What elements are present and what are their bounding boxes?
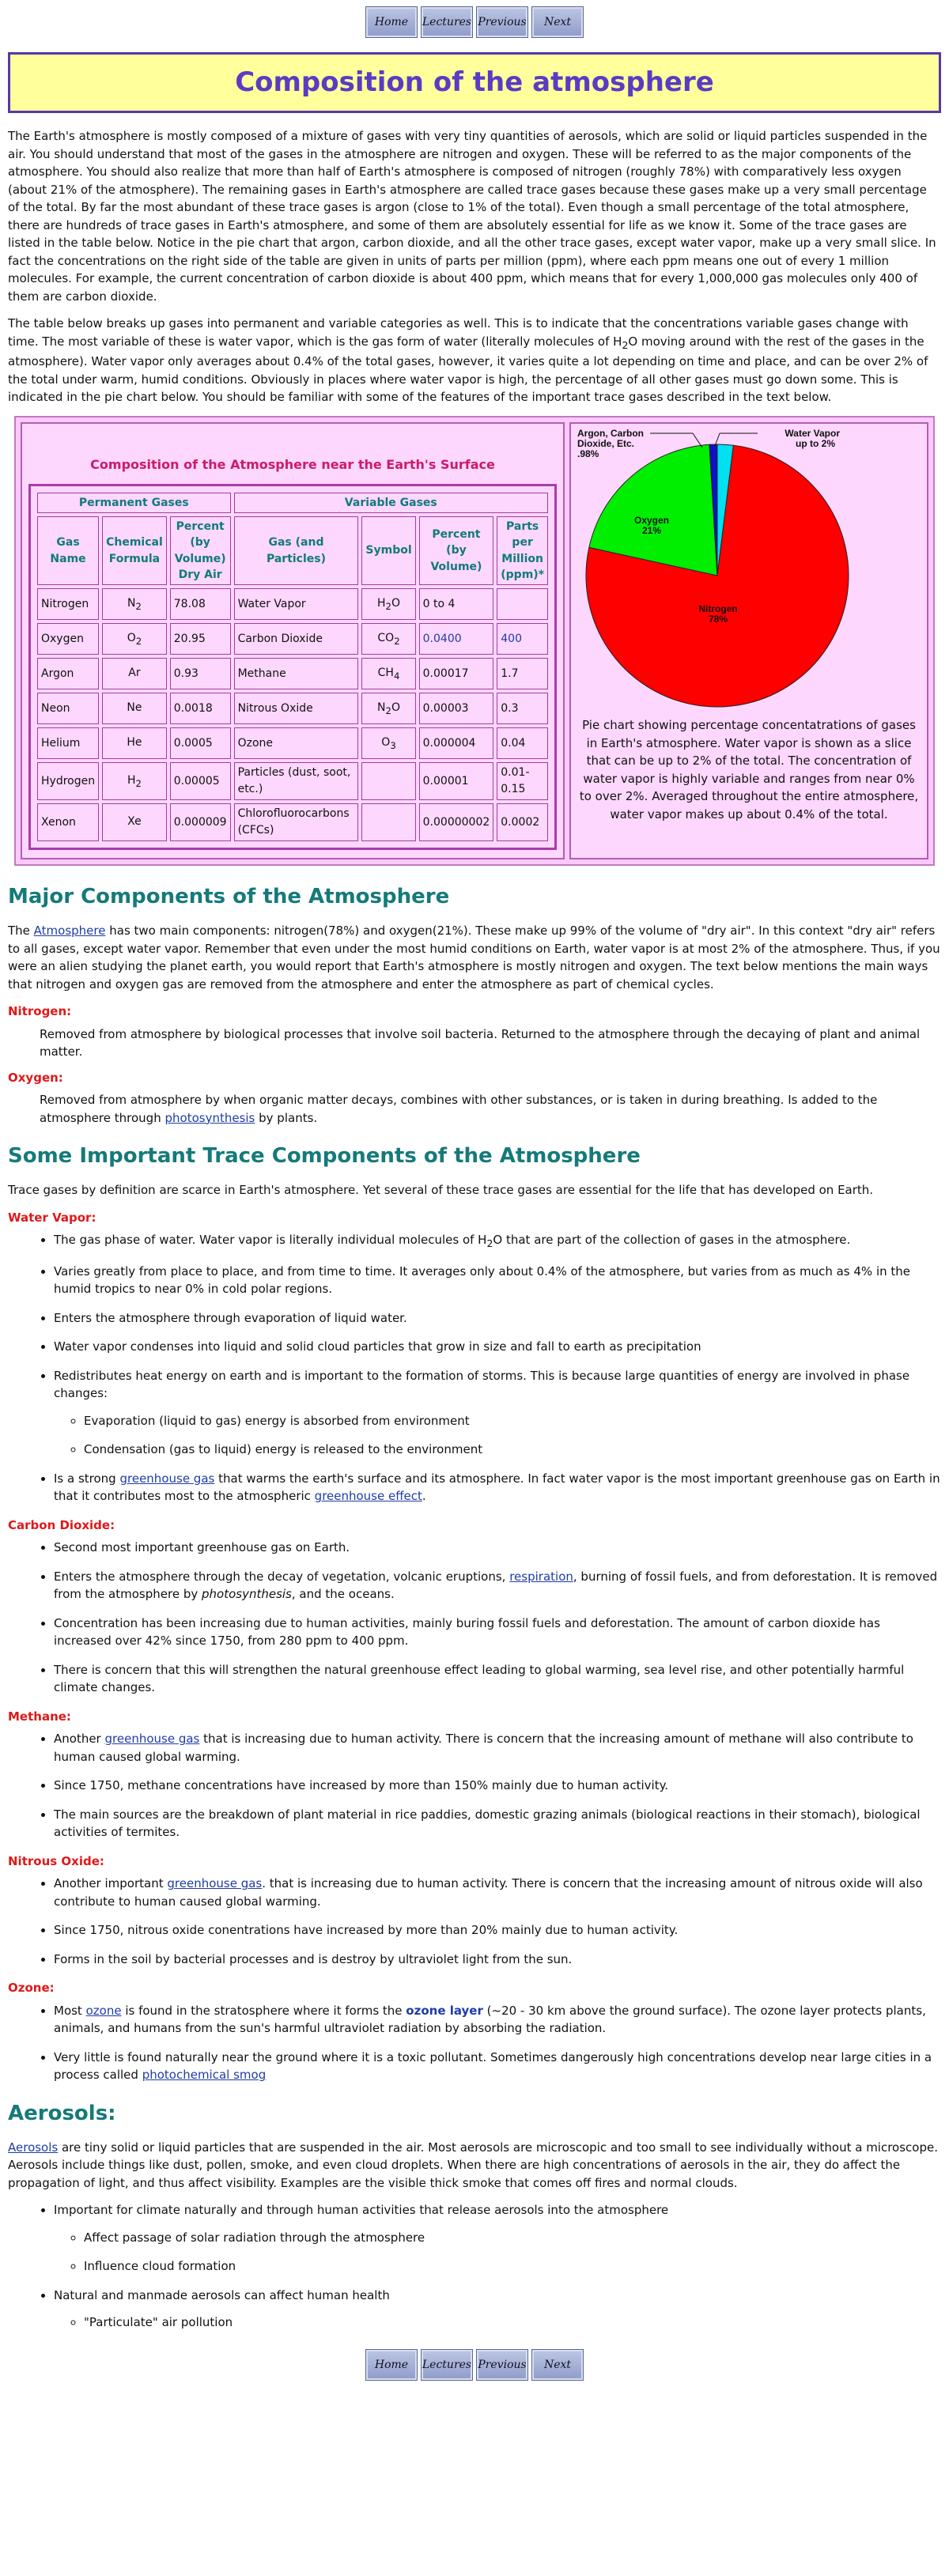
table-cell: Ar [102, 658, 167, 689]
photosynthesis-link[interactable]: photosynthesis [164, 1110, 255, 1125]
list-item: • Concentration has been increasing due to human activities, mainly buring fossil fuels and deforestation. The amount of carbon dioxide has increased over 42% since 1750, from 280 ppm to 400 ppm. [54, 1615, 941, 1650]
table-row [37, 693, 548, 724]
pie-label-water-vapor: up to 2% [796, 437, 835, 449]
major-components-paragraph: The Atmosphere has two main components: nitrogen(78%) and oxygen(21%). These make up 99% of the volume of "dry air". In this context "dry air" refers to all gases, except water vapor. Remember that even under the most humid conditions on Earth, water vapor is at most 2% of the atmosphere. Thus, if you were an alien studying the planet earth, you would report that Earth's atmosphere is mostly nitrogen and oxygen. The text below mentions the main ways that nitrogen and oxygen gas are removed from the atmosphere and enter the atmosphere as part of chemical cycles. [8, 924, 940, 991]
intro-paragraph-2: The table below breaks up gases into permanent and variable categories as well. This is to indicate that the concentrations variable gases change with time. The most variable of these is water vapor, which is the gas form of water (literally molecules of $H_2O$ moving around with the rest of the gases in the atmosphere). Water vapor only averages about 0.4% of the total gases, however, it varies quite a lot depending on time and place, and can be over 2% of the total under warm, humid conditions. Obviously in places where water vapor is high, the percentage of all other gases must go down some. This is indicated in the pie chart below. You should be familiar with some of the features of the important trace gases described in the text below. [8, 316, 928, 405]
table-cell [361, 803, 415, 841]
list-item: • Another important greenhouse gas. that is increasing due to human activity. There is concern that the increasing amount of nitrous oxide will also contribute to human caused global warming. [54, 1875, 941, 1910]
pie-label-nitrogen: Nitrogen [698, 602, 738, 614]
pie-label-argon: Argon, Carbon [577, 427, 644, 439]
col-symbol: Symbol [361, 516, 415, 585]
table-cell: Neon [37, 693, 99, 724]
intro-paragraph-1: The Earth's atmosphere is mostly composed of a mixture of gases with very tiny quantities of aerosols, which are solid or liquid particles suspended in the air. You should understand that most of the gases in the atmosphere are nitrogen and oxygen. These will be referred to as the major components of the atmosphere. You should also realize that more than half of Earth's atmosphere is composed of nitrogen (roughly 78%) with comparatively less oxygen (about 21% of the atmosphere). The remaining gases in Earth's atmosphere are called trace gases because these gases make up a very small percentage of the total. By far the most abundant of these trace gases is argon (close to 1% of the total). Even though a small percentage of the total atmosphere, there are hundreds of trace gases in Earth's atmosphere, and some of them are absolutely essential for life as we know it. Some of the trace gases are listed in the table below. Notice in the pie chart that argon, carbon dioxide, and all the other trace gases, except water vapor, make up a very small slice. In fact the concentrations on the right side of the table are given in units of parts per million (ppm), where each ppm means one out of every 1 million molecules. For example, the current concentration of carbon dioxide is about 400 ppm, which means that for every 1,000,000 gas molecules only 400 of them are carbon dioxide. [8, 129, 936, 304]
table-row [37, 658, 548, 689]
methane-label: Methane: [8, 1709, 71, 1724]
table-cell [361, 762, 415, 800]
table-cell: $H_2O$ [361, 588, 415, 620]
title-box [8, 52, 941, 113]
table-cell: Oxygen [37, 623, 99, 655]
greenhouse-gas-link[interactable]: greenhouse gas [104, 1732, 200, 1747]
oxygen-label: Oxygen: [8, 1070, 63, 1085]
major-components-heading: Major Components of the Atmosphere [8, 885, 450, 909]
list-item: • There is concern that this will strengthen the natural greenhouse effect leading to global warming, sea level rise, and other potentially harmful climate changes. [54, 1661, 941, 1697]
main-content [0, 127, 949, 406]
table-cell: 78.08 [170, 588, 231, 620]
aerosols-heading: Aerosols: [8, 2101, 116, 2125]
table-cell: 0.00005 [170, 762, 231, 800]
pie-label-water-vapor: Water Vapor [785, 427, 840, 439]
list-item: • Is a strong greenhouse gas that warms the earth's surface and its atmosphere. In fact water vapor is the most important greenhouse gas on Earth in that it contributes most to the atmospheric greenhouse effect. [54, 1470, 941, 1505]
list-item: • Varies greatly from place to place, and from time to time. It averages only about 0.4% of the atmosphere, but varies from as much as 4% in the humid tropics to near 0% in cold polar regions. [54, 1263, 941, 1298]
table-cell: 0.0400 [419, 623, 494, 655]
ozone-label: Ozone: [8, 1981, 55, 1996]
composition-table [34, 489, 551, 844]
table-cell: 400 [497, 623, 548, 655]
pie-label-oxygen: Oxygen [633, 514, 670, 526]
table-cell: Nitrous Oxide [234, 693, 359, 724]
col-ppm: Parts per Million (ppm)* [497, 516, 548, 585]
table-cell: $O_2$ [102, 623, 167, 655]
ozone-link[interactable]: ozone [85, 2003, 122, 2018]
carbon-dioxide-list [8, 1539, 941, 1697]
list-item: • Natural and manmade aerosols can affect human health ◦ "Particulate" air pollution [54, 2287, 941, 2332]
col-percent-volume: Percent (by Volume) [419, 516, 494, 585]
list-item: • The gas phase of water. Water vapor is literally individual molecules of $H_2O$ that are part of the collection of gases in the atmosphere. [54, 1231, 941, 1252]
bottom-nav [0, 2343, 949, 2385]
carbon-dioxide-label: Carbon Dioxide: [8, 1517, 115, 1532]
table-cell: 0.0018 [170, 693, 231, 724]
table-cell: 0.00017 [419, 658, 494, 689]
list-item: • Forms in the soil by bacterial processes and is destroy by ultraviolet light from the sun. [54, 1951, 941, 1969]
list-item: ◦ Evaporation (liquid to gas) energy is absorbed from environment [84, 1412, 941, 1430]
nitrogen-label: Nitrogen: [8, 1004, 72, 1019]
table-cell: 0.000009 [170, 803, 231, 841]
table-cell: Xenon [37, 803, 99, 841]
greenhouse-effect-link[interactable]: greenhouse effect [314, 1489, 422, 1504]
nitrous-oxide-list [8, 1875, 941, 1968]
col-variable-gas: Gas (and Particles) [234, 516, 359, 585]
trace-components-heading: Some Important Trace Components of the Atmosphere [8, 1144, 641, 1169]
table-cell: 1.7 [497, 658, 548, 689]
table-cell: Nitrogen [37, 588, 99, 620]
table-cell: 0 to 4 [419, 588, 494, 620]
list-item: • Important for climate naturally and through human activities that release aerosols into the atmosphere ◦ Affect passage of solar radiation through the atmosphere ◦ Influence cloud formation [54, 2201, 941, 2276]
table-cell: 0.000004 [419, 727, 494, 759]
pie-label-argon: Dioxide, Etc. [577, 437, 635, 449]
table-cell: $CO_2$ [361, 623, 415, 655]
table-cell: $H_2$ [102, 762, 167, 800]
oxygen-text: Removed from atmosphere by when organic matter decays, combines with other substances, or is taken in during breathing. Is added to the atmosphere through photosynthesis by plants. [40, 1093, 878, 1125]
list-item: • Second most important greenhouse gas on Earth. [54, 1539, 941, 1557]
nitrogen-text: Removed from atmosphere by biological processes that involve soil bacteria. Returned to the atmosphere through the decaying of plant and animal matter. [40, 1026, 921, 1059]
water-vapor-label: Water Vapor: [8, 1210, 96, 1225]
table-cell: Ne [102, 693, 167, 724]
greenhouse-gas-link[interactable]: greenhouse gas [167, 1876, 263, 1891]
list-item: • Water vapor condenses into liquid and solid cloud particles that grow in size and fall to earth as precipitation [54, 1338, 941, 1356]
table-cell: $O_3$ [361, 727, 415, 759]
table-cell: He [102, 727, 167, 759]
col-percent-dry-air: Percent (by Volume) Dry Air [170, 516, 231, 585]
table-cell: Water Vapor [234, 588, 359, 620]
table-cell: 0.00001 [419, 762, 494, 800]
next-button[interactable]: Next [531, 6, 584, 38]
table-cell: Hydrogen [37, 762, 99, 800]
next-button[interactable]: Next [531, 2349, 584, 2381]
methane-list [8, 1730, 941, 1841]
list-item: ◦ Condensation (gas to liquid) energy is released to the environment [84, 1441, 941, 1459]
previous-button[interactable]: Previous [476, 2349, 528, 2381]
col-gas-name: Gas Name [37, 516, 99, 585]
aerosols-list [8, 2201, 941, 2332]
list-item: • Very little is found naturally near the ground where it is a toxic pollutant. Sometimes dangerously high concentrations develop near large cities in a process called photochemical smog [54, 2049, 941, 2084]
pie-label-oxygen: 21% [641, 524, 662, 536]
table-cell: 0.0005 [170, 727, 231, 759]
table-cell: 0.0002 [497, 803, 548, 841]
table-cell: Ozone [234, 727, 359, 759]
home-button[interactable]: Home [365, 2349, 418, 2381]
list-item: • The main sources are the breakdown of plant material in rice paddies, domestic grazing animals (biological reactions in their stomach), biological activities of termites. [54, 1806, 941, 1841]
ozone-list [8, 2002, 941, 2084]
list-item: • Most ozone is found in the stratosphere where it forms the ozone layer (~20 - 30 km above the ground surface). The ozone layer protects plants, animals, and humans from the sun's harmful ultraviolet radiation by absorbing the radiation. [54, 2002, 941, 2038]
table-cell: Chlorofluorocarbons (CFCs) [234, 803, 359, 841]
list-item: • Since 1750, nitrous oxide conentrations have increased by more than 20% mainly due to human activity. [54, 1921, 941, 1940]
pie-label-nitrogen: 78% [708, 613, 728, 625]
table-title: Composition of the Atmosphere near the Earth's Surface [90, 456, 495, 472]
table-cell: $N_2O$ [361, 693, 415, 724]
table-cell: Particles (dust, soot, etc.) [234, 762, 359, 800]
table-cell: $CH_4$ [361, 658, 415, 689]
trace-intro: Trace gases by definition are scarce in Earth's atmosphere. Yet several of these trace gases are essential for the life that has developed on Earth. [8, 1183, 874, 1198]
table-cell: 0.93 [170, 658, 231, 689]
top-nav [0, 0, 949, 43]
nitrous-oxide-label: Nitrous Oxide: [8, 1853, 104, 1868]
lectures-button[interactable]: Lectures [421, 6, 473, 38]
variable-gases-header: Variable Gases [234, 493, 548, 513]
table-row [37, 803, 548, 841]
list-item: • Since 1750, methane concentrations have increased by more than 150% mainly due to human activity. [54, 1777, 941, 1795]
col-chemical-formula: Chemical Formula [102, 516, 167, 585]
aerosols-link[interactable]: Aerosols [8, 2140, 59, 2155]
list-item: ◦ Affect passage of solar radiation through the atmosphere [84, 2229, 941, 2247]
table-cell: 0.3 [497, 693, 548, 724]
table-cell: 0.01-0.15 [497, 762, 548, 800]
table-cell: Carbon Dioxide [234, 623, 359, 655]
list-item: • Enters the atmosphere through the decay of vegetation, volcanic eruptions, respiration, burning of fossil fuels, and from deforestation. It is removed from the atmosphere by photosynthesis, and the oceans. [54, 1568, 941, 1603]
previous-button[interactable]: Previous [476, 6, 528, 38]
greenhouse-gas-link[interactable]: greenhouse gas [119, 1471, 215, 1486]
pie-leader-argon [693, 433, 702, 448]
table-cell: Xe [102, 803, 167, 841]
composition-figure [14, 416, 935, 866]
table-row [37, 623, 548, 655]
pie-label-argon: .98% [577, 448, 599, 459]
table-cell: 0.00003 [419, 693, 494, 724]
pie-chart [574, 427, 857, 712]
table-row [37, 762, 548, 800]
pie-caption: Pie chart showing percentage concentatrations of gases in Earth's atmosphere. Water vapor is shown as a slice that can be up to 2% of the total. The concentration of water vapor is highly variable and ranges from near 0% to over 2%. Averaged throughout the entire atmosphere, water vapor makes up about 0.4% of the total. [579, 718, 919, 822]
table-row [37, 588, 548, 620]
atmosphere-link[interactable]: Atmosphere [33, 924, 106, 939]
table-cell: $N_2$ [102, 588, 167, 620]
permanent-gases-header: Permanent Gases [37, 493, 231, 513]
table-cell: Methane [234, 658, 359, 689]
table-cell: 0.00000002 [419, 803, 494, 841]
list-item: • Another greenhouse gas that is increasing due to human activity. There is concern that the increasing amount of methane will also contribute to human caused global warming. [54, 1730, 941, 1766]
list-item: • Enters the atmosphere through evaporation of liquid water. [54, 1309, 941, 1328]
water-vapor-list [8, 1231, 941, 1505]
list-item: ◦ Influence cloud formation [84, 2257, 941, 2276]
table-row [37, 727, 548, 759]
list-item: ◦ "Particulate" air pollution [84, 2313, 941, 2332]
pie-chart-panel [569, 422, 928, 859]
table-cell: Helium [37, 727, 99, 759]
table-cell [497, 588, 548, 620]
body-content [0, 882, 949, 2332]
page-title: Composition of the atmosphere [235, 66, 714, 98]
table-cell: Argon [37, 658, 99, 689]
photochemical-smog-link[interactable]: photochemical smog [142, 2068, 267, 2083]
composition-table-panel [21, 422, 565, 859]
home-button[interactable]: Home [365, 6, 418, 38]
table-cell: 20.95 [170, 623, 231, 655]
aerosols-paragraph: Aerosols are tiny solid or liquid particles that are suspended in the air. Most aerosols are microscopic and too small to see individually without a microscope. Aerosols include things like dust, pollen, smoke, and even cloud droplets. When there are high concentrations of aerosols in the air, they do affect the propagation of light, and thus affect visibility. Examples are the visible thick smoke that comes off fires and normal clouds. [8, 2140, 938, 2190]
list-item: • Redistributes heat energy on earth and is important to the formation of storms. This is because large quantities of energy are involved in phase changes: ◦ Evaporation (liquid to gas) energy is absorbed from environment ◦ Condensation (gas to liquid) energy is released to the environment [54, 1367, 941, 1459]
table-cell: 0.04 [497, 727, 548, 759]
respiration-link[interactable]: respiration [509, 1569, 573, 1584]
lectures-button[interactable]: Lectures [421, 2349, 473, 2381]
